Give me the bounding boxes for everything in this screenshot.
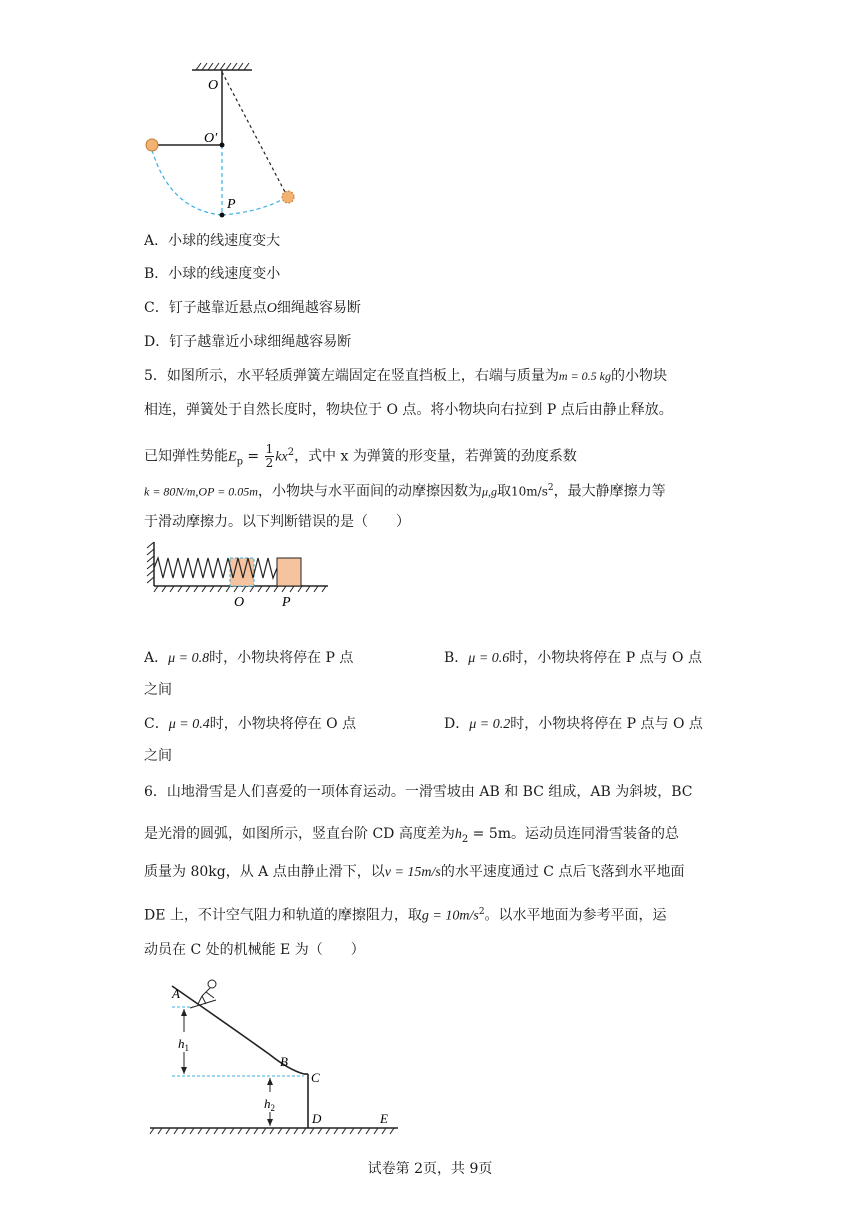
q6-line1: 6．山地滑雪是人们喜爱的一项体育运动。一滑雪坡由 AB 和 BC 组成，AB 为斜坡，BC (144, 784, 693, 800)
q5-line2: 相连，弹簧处于自然长度时，物块位于 O 点。将小物块向右拉到 P 点后由静止释放。 (144, 402, 673, 418)
pendulum-figure (140, 60, 310, 225)
q6-line2: 是光滑的圆弧，如图所示，竖直台阶 CD 高度差为$h_2 = 5m$。运动员连同滑雪装备的总 (144, 826, 680, 845)
q4-option-b: B．小球的线速度变小 (144, 266, 281, 282)
q4-option-d: D．钉子越靠近小球细绳越容易断 (144, 334, 352, 350)
page-footer: 试卷第 2页，共 9页 (367, 1161, 493, 1177)
q5-line3: 已知弹性势能$E_p$ = $\frac{1}{2}$ $kx^2$，式中 x 为弹簧的形变量，若弹簧的劲度系数 (144, 442, 577, 471)
q5-option-d-wrap: 之间 (144, 748, 172, 764)
q6-line3: 质量为 80kg，从 A 点由静止滑下，以v = 15m/s的水平速度通过 C 点后飞落到水平地面 (144, 864, 685, 880)
label-h2: $h_2$ (264, 1096, 275, 1113)
q5-option-b: B．μ = 0.6时，小物块将停在 P 点与 O 点 (444, 650, 702, 666)
spring-block-figure (146, 538, 336, 610)
label-O: O (234, 595, 245, 610)
label-C: C (311, 1070, 320, 1085)
q4-option-a: A．小球的线速度变大 (144, 233, 281, 249)
label-P: P (282, 595, 291, 610)
label-D: D (312, 1111, 322, 1126)
q5-line5: 于滑动摩擦力。以下判断错误的是（ ） (144, 514, 410, 530)
q6-line4: DE 上，不计空气阻力和轨道的摩擦阻力，取$g = 10m/s^2$。以水平地面为参考平面，运 (144, 907, 667, 924)
q5-line4: k = 80N/m,OP = 0.05m，小物块与水平面间的动摩擦因数为μ,g取$10m/s^2$，最大静摩擦力等 (144, 483, 666, 500)
label-O-prime: O' (204, 131, 218, 146)
label-h1: $h_1$ (178, 1036, 189, 1053)
skier-icon (190, 980, 216, 1008)
q6-line5: 动员在 C 处的机械能 E 为（ ） (144, 942, 365, 958)
label-E: E (380, 1111, 388, 1126)
label-A: A (172, 986, 180, 1001)
one-half-fraction: $\frac{1}{2}$ (265, 442, 274, 471)
q5-option-a: A．μ = 0.8时，小物块将停在 P 点 (144, 650, 354, 666)
label-O: O (208, 78, 219, 93)
q5-option-d: D．μ = 0.2时，小物块将停在 P 点与 O 点 (444, 716, 703, 732)
q5-option-c: C．μ = 0.4时，小物块将停在 O 点 (144, 716, 357, 732)
q4-option-c: C．钉子越靠近悬点O细绳越容易断 (144, 300, 361, 316)
ski-slope-figure (144, 974, 404, 1139)
label-P: P (227, 197, 236, 212)
label-B: B (280, 1054, 288, 1069)
q5-line1: 5．如图所示，水平轻质弹簧左端固定在竖直挡板上，右端与质量为m = 0.5 kg的小物块 (144, 368, 668, 384)
q5-option-b-wrap: 之间 (144, 682, 172, 698)
